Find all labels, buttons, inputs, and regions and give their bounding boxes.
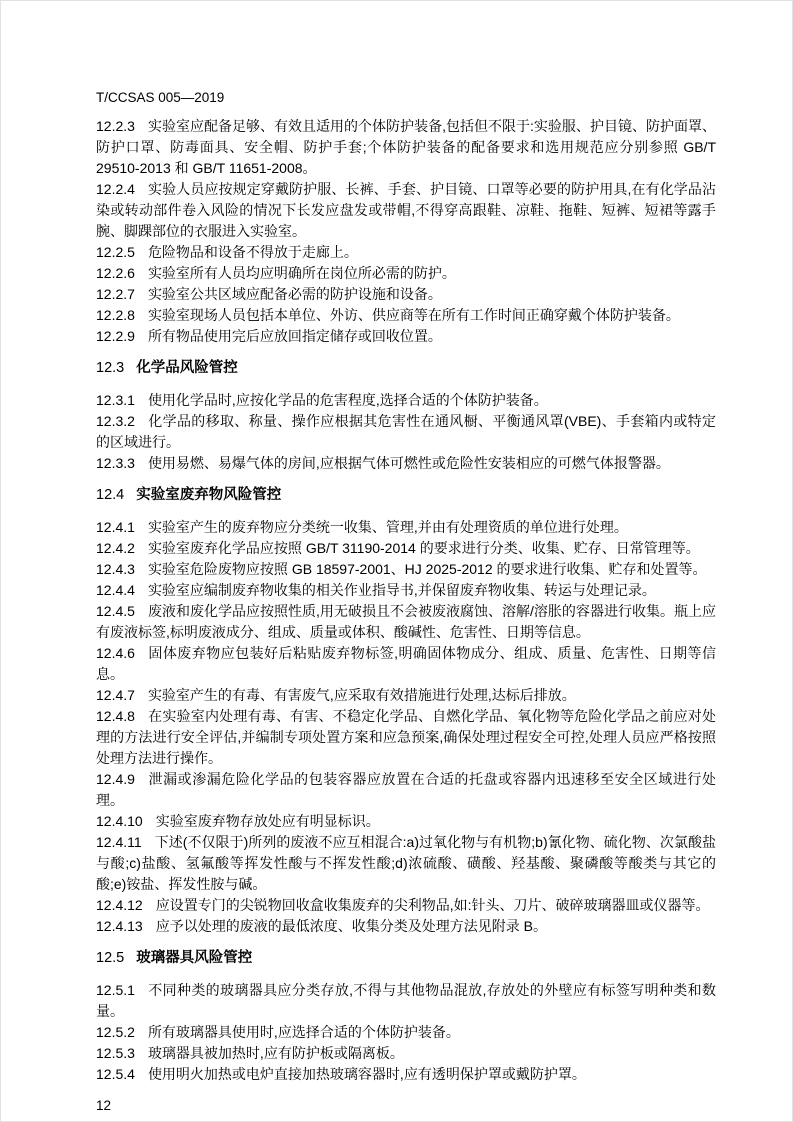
section-heading-12-3 [96,358,716,379]
clause-text: 实验室危险废物应按照 GB 18597-2001、HJ 2025-2012 的要求进行收集、贮存和处置等。 [147,561,707,577]
clause-number: 12.4.3 [96,561,135,577]
clause-text: 实验室应配备足够、有效且适用的个体防护装备,包括但不限于:实验服、护目镜、防护面罩、防护口罩、防毒面具、安全帽、防护手套;个体防护装备的配备要求和选用规范应分别参照 GB/T 29510-2013 和 GB/T 11651-2008。 [96,118,716,176]
clause-text: 所有物品使用完后应放回指定储存或回收位置。 [147,328,442,344]
clause-number: 12.5.2 [96,1024,135,1040]
clause-number: 12.4.11 [96,834,142,850]
clause-12-4-2 [96,538,716,559]
clause-12-2-8 [96,305,716,326]
clause-number: 12.4.9 [96,771,135,787]
section-heading-12-5 [96,948,716,969]
section-title: 化学品风险管控 [136,360,238,376]
clause-12-5-1 [96,980,716,1022]
clause-text: 实验室废弃物存放处应有明显标识。 [155,813,380,829]
clause-text: 玻璃器具被加热时,应有防护板或隔离板。 [147,1045,404,1061]
clause-text: 固体废弃物应包装好后粘贴废弃物标签,明确固体物成分、组成、质量、危害性、日期等信息。 [96,645,716,682]
clause-text: 使用化学品时,应按化学品的危害程度,选择合适的个体防护装备。 [147,392,548,408]
clause-number: 12.2.5 [96,244,135,260]
clause-text: 危险物品和设备不得放于走廊上。 [147,244,358,260]
clause-text: 实验室现场人员包括本单位、外访、供应商等在所有工作时间正确穿戴个体防护装备。 [147,307,680,323]
clause-number: 12.3.2 [96,413,135,429]
clause-12-2-5 [96,242,716,263]
clause-12-4-5 [96,601,716,643]
clause-number: 12.4.2 [96,540,135,556]
clause-text: 应予以处理的废液的最低浓度、收集分类及处理方法见附录 B。 [155,918,547,934]
clause-number: 12.2.3 [96,118,135,134]
clause-text: 应设置专门的尖锐物回收盒收集废弃的尖利物品,如:针头、刀片、破碎玻璃器皿或仪器等。 [155,897,710,913]
clause-12-4-10 [96,811,716,832]
clause-text: 在实验室内处理有毒、有害、不稳定化学品、自燃化学品、氧化物等危险化学品之前应对处理的方法进行安全评估,并编制专项处置方案和应急预案,确保处理过程安全可控,处理人员应严格按照处理方法进行操作。 [96,708,716,766]
clause-number: 12.4.13 [96,918,143,934]
clause-text: 实验室废弃化学品应按照 GB/T 31190-2014 的要求进行分类、收集、贮存、日常管理等。 [147,540,700,556]
section-title: 实验室废弃物风险管控 [136,487,282,503]
section-title: 玻璃器具风险管控 [136,950,253,966]
clause-12-3-3 [96,453,716,474]
clause-number: 12.2.8 [96,307,135,323]
document-header-code: T/CCSAS 005—2019 [96,90,225,105]
clause-12-4-7 [96,685,716,706]
clause-12-4-3 [96,559,716,580]
clause-text: 不同种类的玻璃器具应分类存放,不得与其他物品混放,存放处的外壁应有标签写明种类和数量。 [96,982,716,1019]
clause-number: 12.3.3 [96,455,135,471]
section-number: 12.4 [96,487,125,503]
clause-12-4-13 [96,916,716,937]
clause-12-5-3 [96,1043,716,1064]
clause-number: 12.5.3 [96,1045,135,1061]
clause-text: 实验室所有人员均应明确所在岗位所必需的防护。 [147,265,456,281]
clause-text: 下述(不仅限于)所列的废液不应互相混合:a)过氧化物与有机物;b)氰化物、硫化物、次氯酸盐与酸;c)盐酸、氢氟酸等挥发性酸与不挥发性酸;d)浓硫酸、磺酸、羟基酸、聚磷酸等酸类与其它的酸;e)铵盐、挥发性胺与碱。 [96,834,716,892]
clause-number: 12.2.7 [96,286,135,302]
clause-12-2-6 [96,263,716,284]
section-number: 12.3 [96,360,125,376]
clause-text: 使用明火加热或电炉直接加热玻璃容器时,应有透明保护罩或戴防护罩。 [147,1066,586,1082]
clause-text: 所有玻璃器具使用时,应选择合适的个体防护装备。 [147,1024,460,1040]
clause-12-2-3 [96,116,716,179]
clause-number: 12.4.1 [96,519,135,535]
clause-number: 12.4.8 [96,708,135,724]
clause-12-5-2 [96,1022,716,1043]
clause-number: 12.5.1 [96,982,135,998]
clause-12-4-4 [96,580,716,601]
page-number: 12 [96,1098,112,1113]
clause-text: 使用易燃、易爆气体的房间,应根据气体可燃性或危险性安装相应的可燃气体报警器。 [147,455,670,471]
clause-number: 12.3.1 [96,392,135,408]
clause-number: 12.4.7 [96,687,135,703]
clause-12-3-2 [96,411,716,453]
clause-number: 12.4.4 [96,582,135,598]
clause-12-3-1 [96,390,716,411]
clause-text: 废液和废化学品应按照性质,用无破损且不会被废液腐蚀、溶解/溶胀的容器进行收集。瓶上应有废液标签,标明废液成分、组成、质量或体积、酸碱性、危害性、日期等信息。 [96,603,716,640]
clause-number: 12.4.6 [96,645,135,661]
clause-text: 实验室产生的有毒、有害废气,应采取有效措施进行处理,达标后排放。 [147,687,576,703]
clause-number: 12.4.12 [96,897,143,913]
clause-text: 实验室产生的废弃物应分类统一收集、管理,并由有处理资质的单位进行处理。 [147,519,628,535]
clause-12-4-1 [96,517,716,538]
clause-number: 12.5.4 [96,1066,135,1082]
clause-12-5-4 [96,1064,716,1085]
clause-text: 泄漏或渗漏危险化学品的包装容器应放置在合适的托盘或容器内迅速移至安全区域进行处理。 [96,771,716,808]
clause-text: 实验人员应按规定穿戴防护服、长裤、手套、护目镜、口罩等必要的防护用具,在有化学品沾染或转动部件卷入风险的情况下长发应盘发或带帽,不得穿高跟鞋、凉鞋、拖鞋、短裤、短裙等露手腕、脚踝部位的衣服进入实验室。 [96,181,716,239]
clause-12-4-8 [96,706,716,769]
clause-text: 实验室应编制废弃物收集的相关作业指导书,并保留废弃物收集、转运与处理记录。 [147,582,656,598]
clause-12-4-9 [96,769,716,811]
clause-12-4-6 [96,643,716,685]
clause-text: 实验室公共区域应配备必需的防护设施和设备。 [147,286,442,302]
clause-12-4-12 [96,895,716,916]
clause-number: 12.2.9 [96,328,135,344]
clause-12-2-9 [96,326,716,347]
section-number: 12.5 [96,950,125,966]
clause-number: 12.2.4 [96,181,135,197]
clause-number: 12.2.6 [96,265,135,281]
clause-number: 12.4.5 [96,603,135,619]
clause-12-2-4 [96,179,716,242]
section-heading-12-4 [96,485,716,506]
clause-12-2-7 [96,284,716,305]
clause-number: 12.4.10 [96,813,143,829]
clause-12-4-11 [96,832,716,895]
clause-text: 化学品的移取、称量、操作应根据其危害性在通风橱、平衡通风罩(VBE)、手套箱内或特定的区域进行。 [96,413,716,450]
